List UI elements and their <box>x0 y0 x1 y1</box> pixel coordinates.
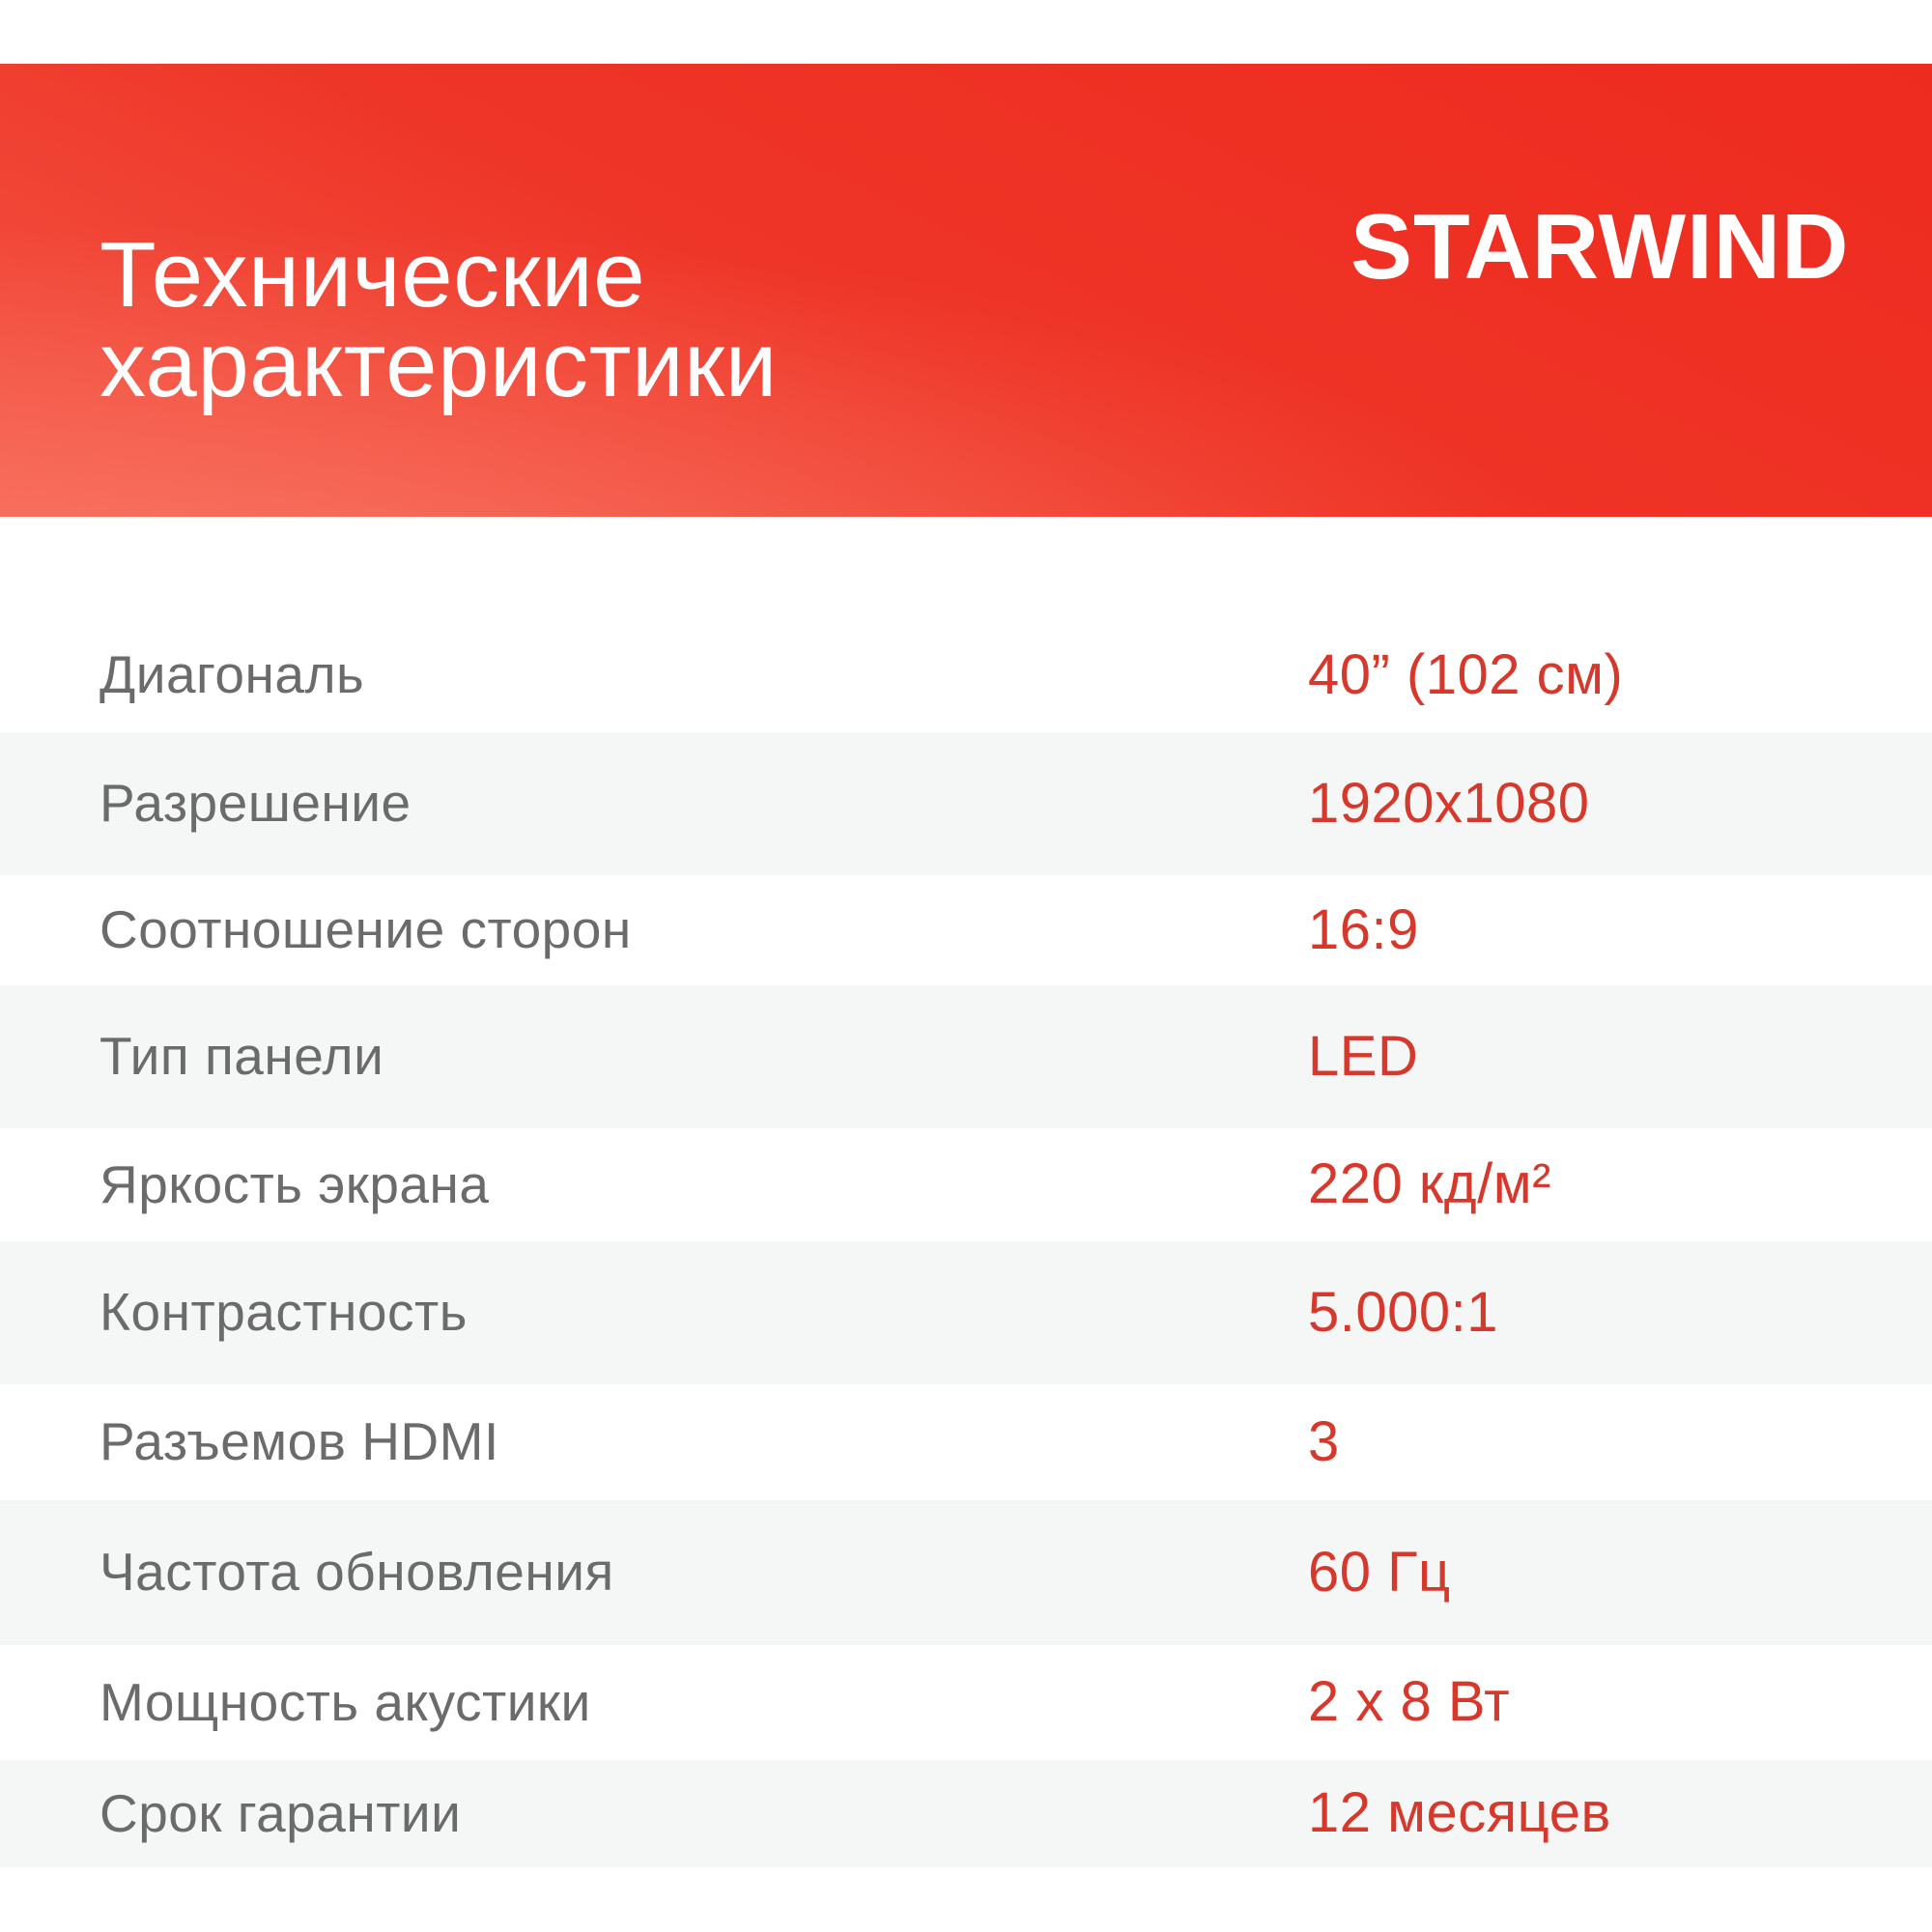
spec-row <box>0 875 1932 985</box>
spec-value: 1920x1080 <box>1308 771 1590 835</box>
spec-row <box>0 1241 1932 1384</box>
spec-label: Тип панели <box>99 1026 384 1087</box>
spec-label: Соотношение сторон <box>99 899 632 960</box>
spec-label: Разрешение <box>99 773 412 834</box>
spec-value: 3 <box>1308 1409 1340 1473</box>
spec-row <box>0 618 1932 732</box>
specs-table <box>0 517 1932 1867</box>
spec-value: 12 месяцев <box>1308 1781 1611 1845</box>
spec-row <box>0 1128 1932 1241</box>
spec-label: Мощность акустики <box>99 1671 591 1732</box>
spec-value: 40” (102 см) <box>1308 642 1624 706</box>
page-title-line1: Технические <box>99 223 646 327</box>
spec-row <box>0 985 1932 1128</box>
spec-row <box>0 1645 1932 1760</box>
spec-value: 220 кд/м² <box>1308 1152 1551 1216</box>
spec-row <box>0 732 1932 875</box>
brand-logo: STARWIND <box>1350 195 1850 298</box>
spec-value: 60 Гц <box>1308 1540 1451 1604</box>
spec-value: 2 x 8 Вт <box>1308 1670 1511 1734</box>
spec-value: 5.000:1 <box>1308 1280 1499 1344</box>
spec-label: Диагональ <box>99 644 365 705</box>
spec-row <box>0 1500 1932 1645</box>
page-title <box>99 223 778 416</box>
spec-label: Разъемов HDMI <box>99 1411 499 1472</box>
spec-label: Контрастность <box>99 1282 468 1343</box>
spec-value: LED <box>1308 1024 1419 1088</box>
spec-label: Срок гарантии <box>99 1782 462 1843</box>
spec-label: Яркость экрана <box>99 1153 490 1214</box>
spec-row <box>0 1760 1932 1867</box>
spec-value: 16:9 <box>1308 897 1419 961</box>
spec-row <box>0 1384 1932 1500</box>
page-title-line2: характеристики <box>99 313 778 416</box>
spec-label: Частота обновления <box>99 1542 614 1603</box>
header-banner <box>0 64 1932 517</box>
